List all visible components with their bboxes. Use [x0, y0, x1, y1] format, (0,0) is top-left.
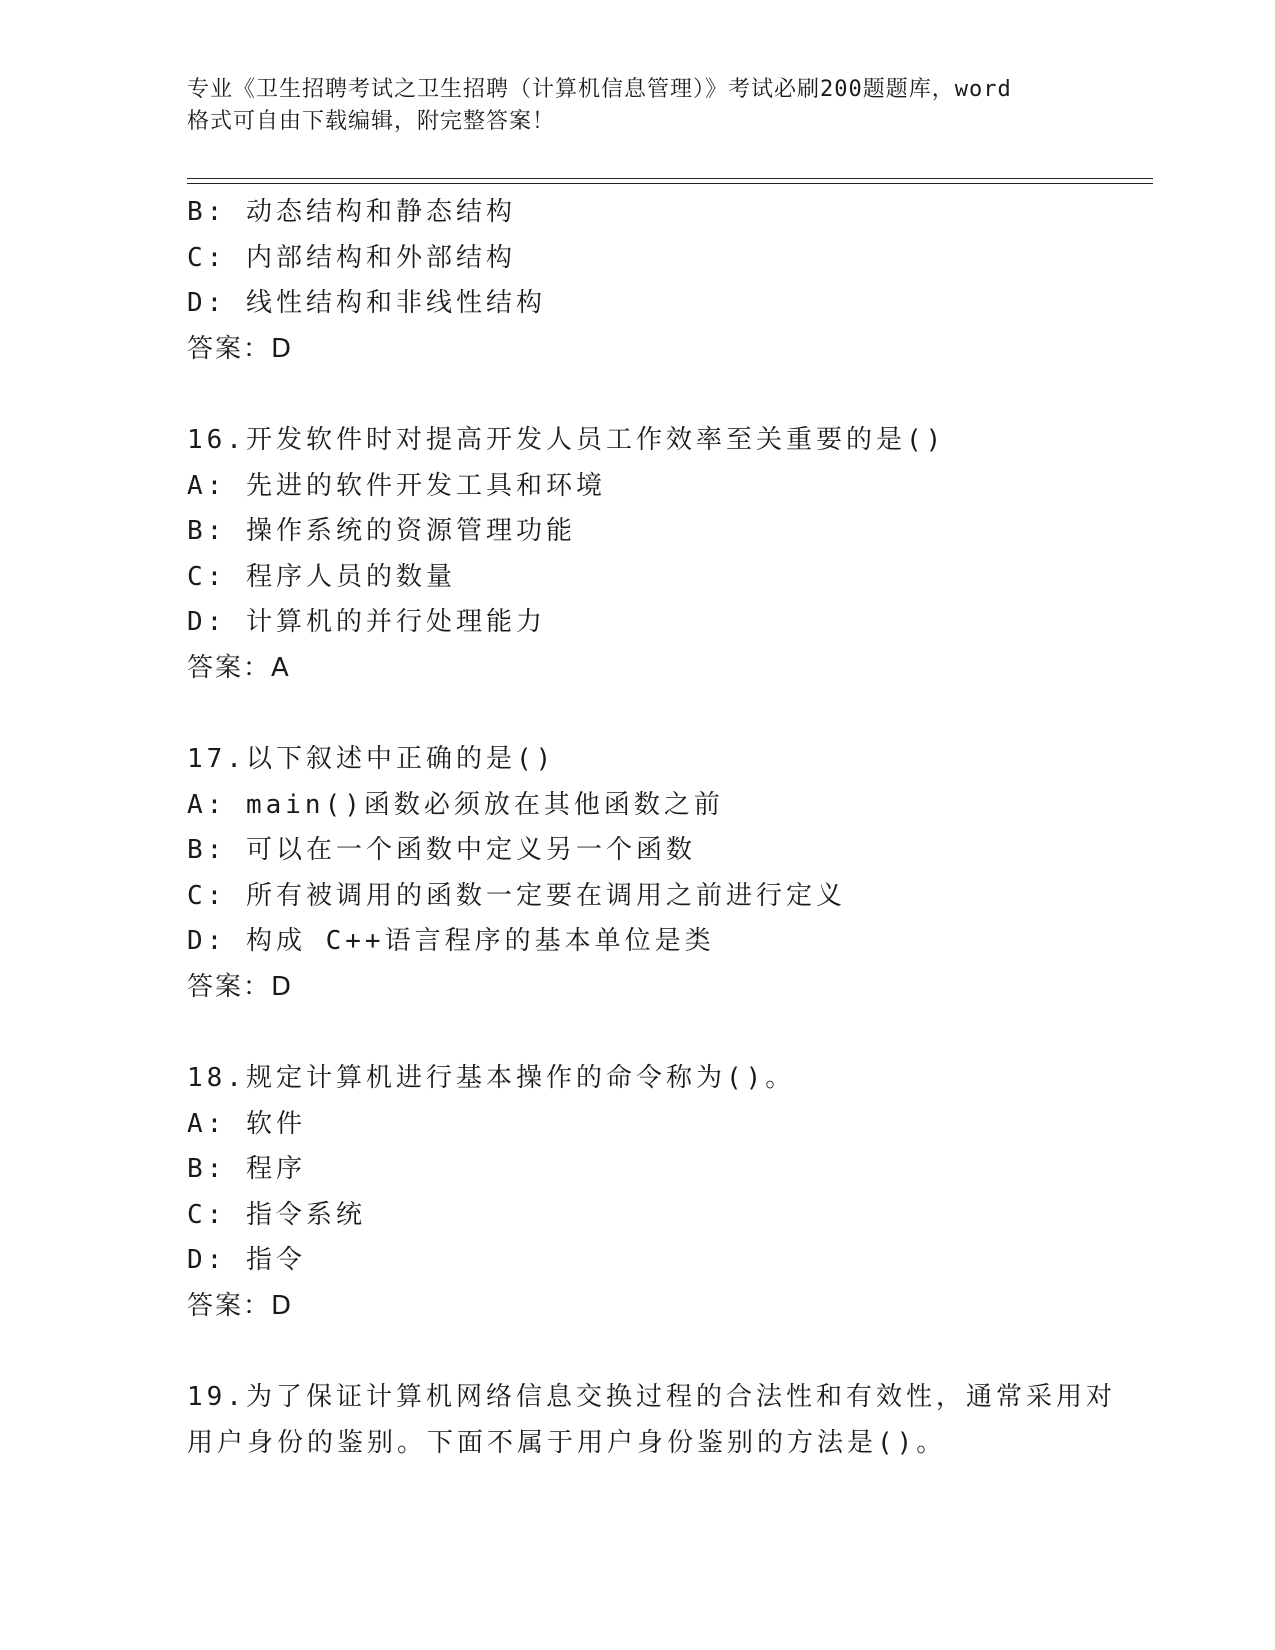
option-d: D: 构成 C++语言程序的基本单位是类 — [187, 926, 715, 956]
question-text-line-1: 19.为了保证计算机网络信息交换过程的合法性和有效性，通常采用对 — [187, 1382, 1116, 1412]
header-title-line-1: 专业《卫生招聘考试之卫生招聘（计算机信息管理）》考试必刷200题题库，word — [187, 77, 1012, 102]
option-b: B: 程序 — [187, 1154, 306, 1184]
document-body — [187, 190, 1116, 1466]
question-text: 16.开发软件时对提高开发人员工作效率至关重要的是() — [187, 425, 946, 455]
question-18 — [187, 1056, 1087, 1329]
answer-line: 答案：D — [187, 1290, 294, 1321]
spacer — [187, 372, 1087, 418]
header-divider-top — [187, 178, 1153, 179]
option-b: B: 操作系统的资源管理功能 — [187, 516, 576, 546]
option-a: A: main()函数必须放在其他函数之前 — [187, 789, 724, 820]
answer-line: 答案：D — [187, 971, 294, 1002]
answer-line: 答案：D — [187, 333, 294, 364]
header-title-line-2: 格式可自由下载编辑，附完整答案！ — [187, 109, 556, 134]
header-divider-bottom — [187, 183, 1153, 184]
question-16 — [187, 418, 1087, 691]
question-text: 18.规定计算机进行基本操作的命令称为()。 — [187, 1063, 796, 1093]
option-c: C: 所有被调用的函数一定要在调用之前进行定义 — [187, 880, 846, 911]
answer-line: 答案：A — [187, 652, 291, 683]
option-c: C: 指令系统 — [187, 1199, 366, 1230]
question-15-tail — [187, 190, 1087, 372]
option-d: D: 计算机的并行处理能力 — [187, 607, 546, 637]
document-header — [187, 74, 1087, 138]
option-c: C: 内部结构和外部结构 — [187, 242, 516, 273]
option-d: D: 线性结构和非线性结构 — [187, 288, 546, 318]
question-17 — [187, 737, 1087, 1010]
option-a: A: 先进的软件开发工具和环境 — [187, 470, 606, 501]
option-d: D: 指令 — [187, 1245, 306, 1275]
spacer — [187, 1010, 1087, 1056]
question-19 — [187, 1375, 1116, 1466]
option-a: A: 软件 — [187, 1108, 306, 1139]
question-text: 17.以下叙述中正确的是() — [187, 744, 556, 774]
spacer — [187, 691, 1087, 737]
question-text-line-2: 用户身份的鉴别。下面不属于用户身份鉴别的方法是()。 — [187, 1427, 947, 1458]
option-c: C: 程序人员的数量 — [187, 561, 456, 592]
spacer — [187, 1329, 1087, 1375]
option-b: B: 可以在一个函数中定义另一个函数 — [187, 835, 696, 865]
option-b: B: 动态结构和静态结构 — [187, 197, 516, 227]
